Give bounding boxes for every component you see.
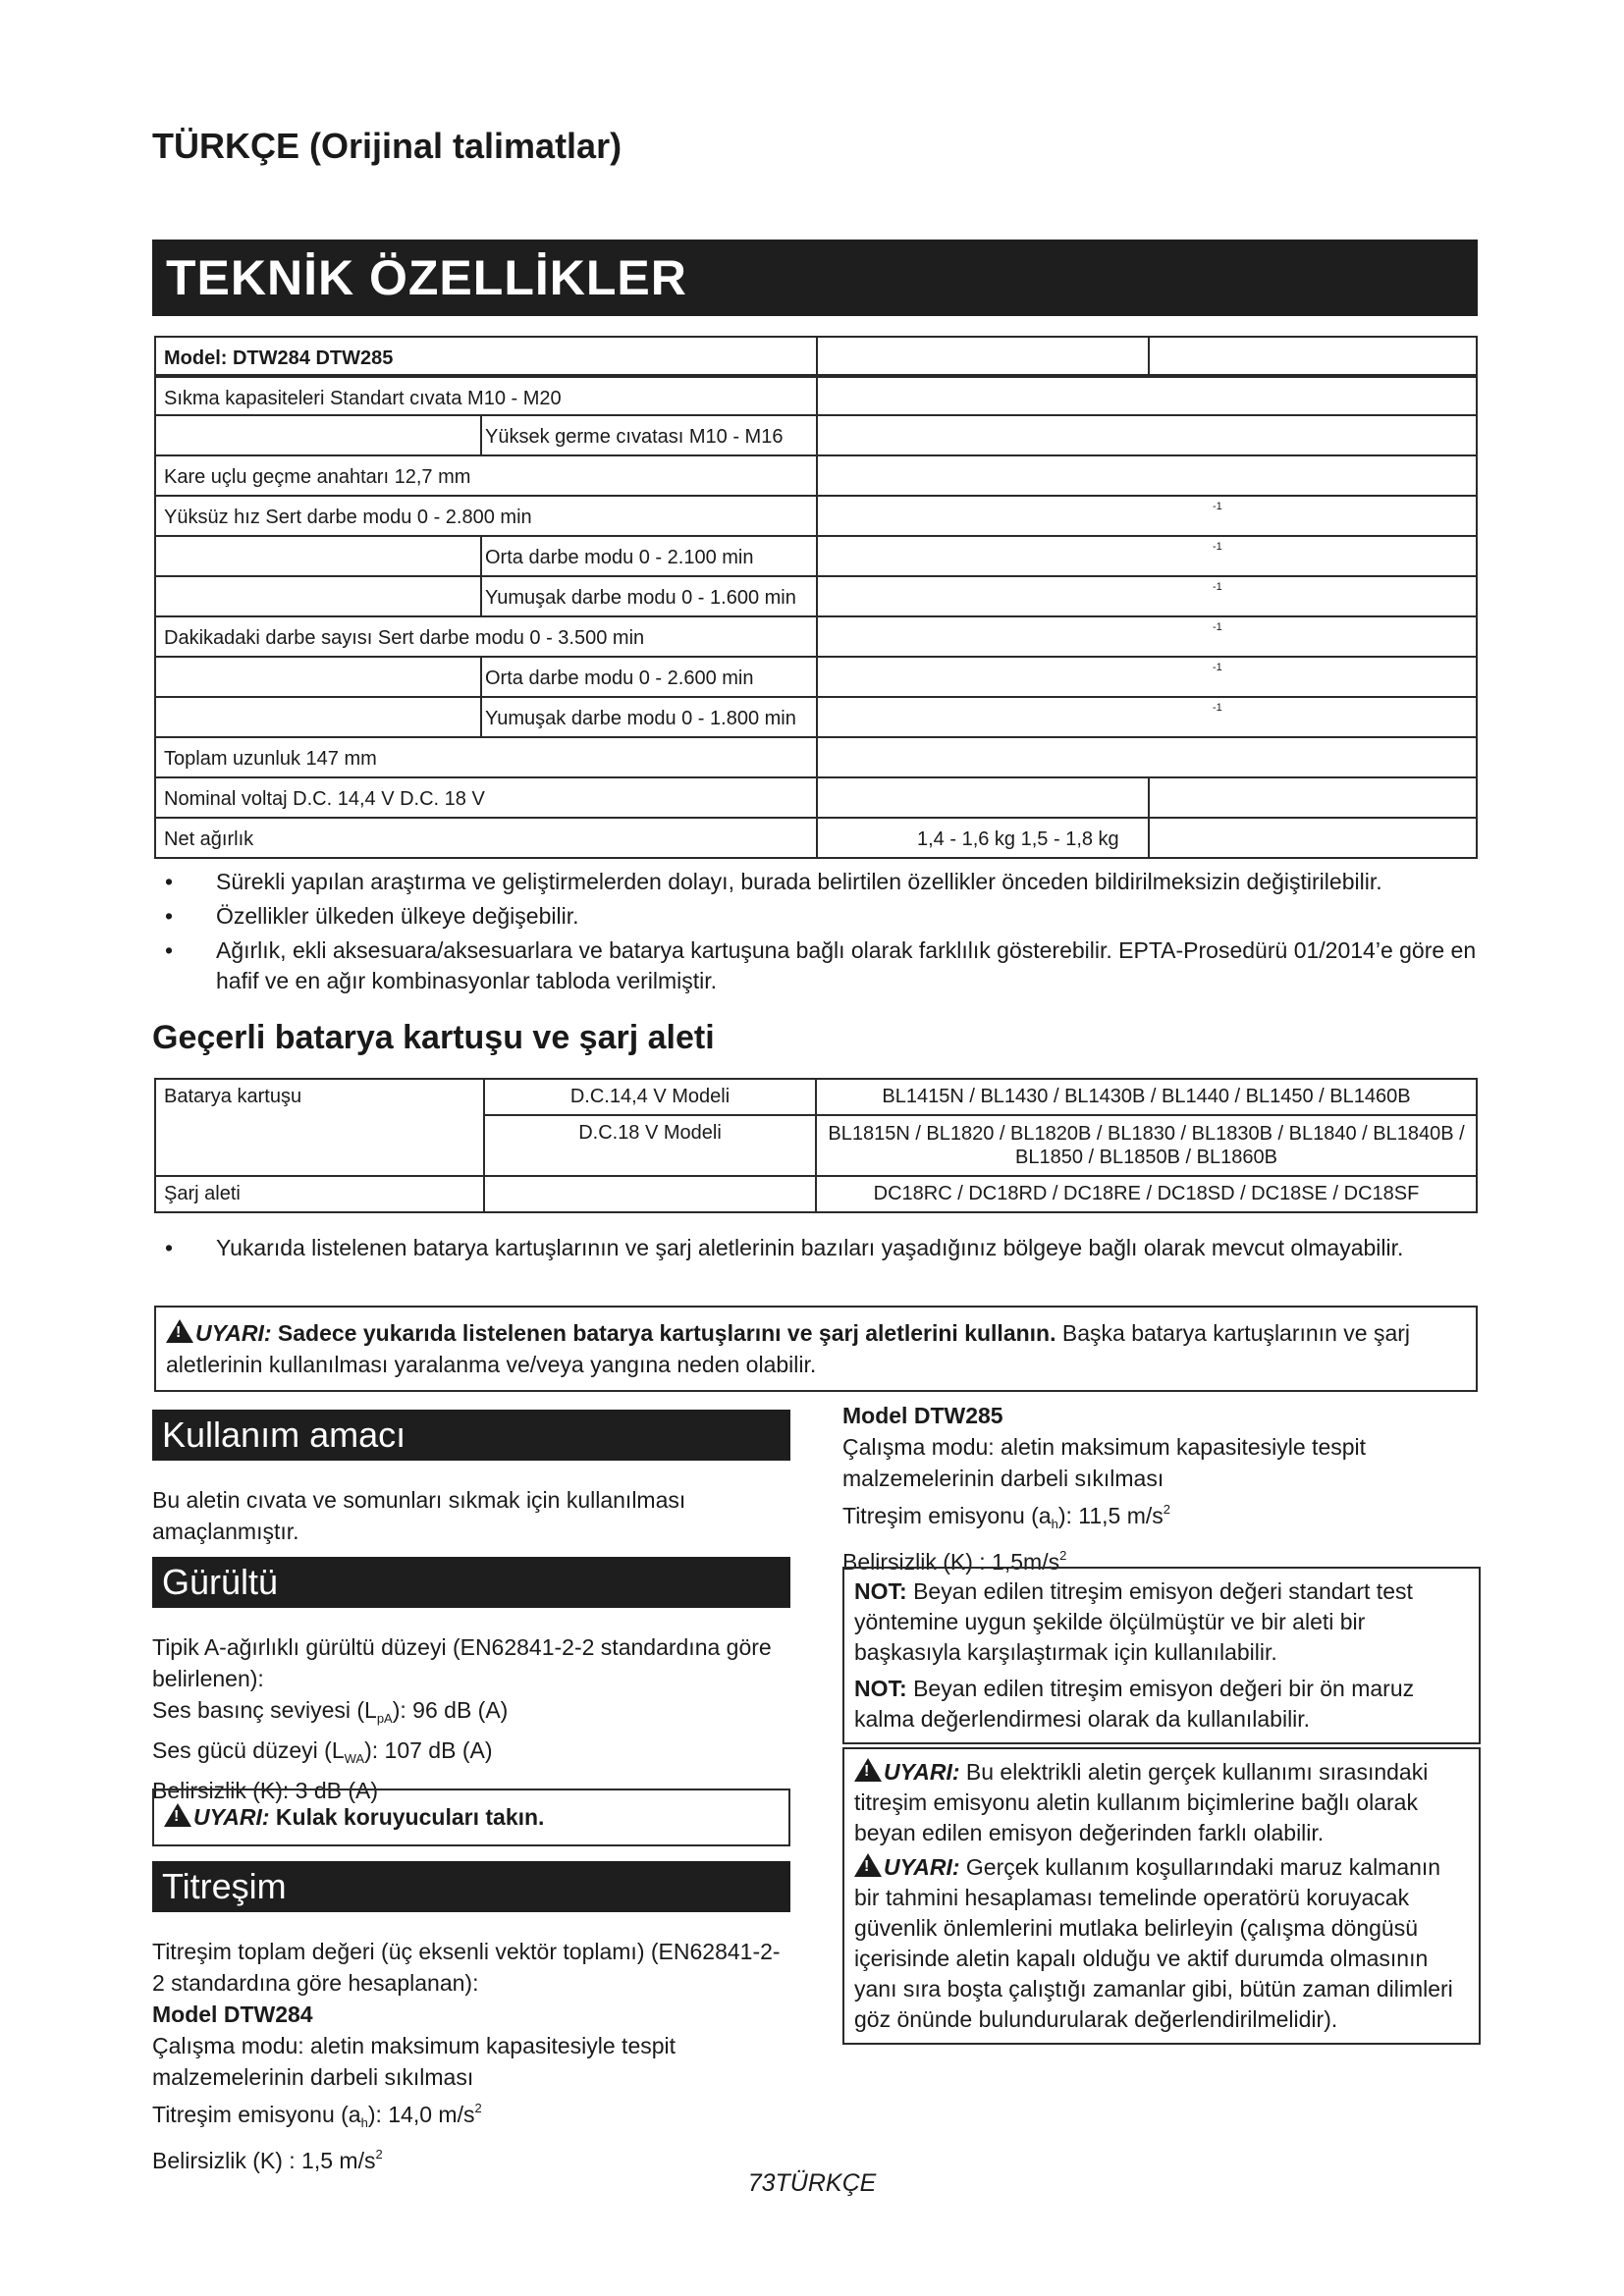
warning-label: UYARI: — [193, 1804, 270, 1830]
noise-uncertainty: Belirsizlik (K): 3 dB (A) — [152, 1778, 379, 1803]
vibration-warnings-box — [842, 1747, 1481, 2045]
spec-row — [154, 537, 1478, 577]
noise-block — [152, 1631, 790, 1806]
battery-table — [154, 1078, 1478, 1213]
warning-bold-text: Sadece yukarıda listelenen batarya kartuşlarını ve şarj aletlerini kullanın. — [277, 1320, 1056, 1346]
battery-list-14v: BL1415N / BL1430 / BL1430B / BL1440 / BL1450 / BL1460B — [816, 1079, 1477, 1115]
dtw284-uncertainty: Belirsizlik (K) : 1,5 $m/s^2$ — [152, 2147, 383, 2173]
spec-note: • Ağırlık, ekli aksesuara/aksesuarlara ve batarya kartuşuna bağlı olarak farklılık gösterebilir. EPTA-Prosedürü 01/2014’e göre en hafif ve en ağır kombinasyonlar tabloda verilmiştir. — [157, 935, 1483, 996]
spec-label: Toplam uzunluk 147 mm — [164, 748, 377, 770]
spec-row — [154, 416, 1478, 456]
intended-use-text: Bu aletin cıvata ve somunları sıkmak için kullanılması amaçlanmıştır. — [152, 1487, 686, 1544]
dtw285-mode: Çalışma modu: aletin maksimum kapasitesiyle tespit malzemelerinin darbeli sıkılması — [842, 1434, 1367, 1491]
spec-row — [154, 376, 1478, 416]
vibration-note-1: NOT: Beyan edilen titreşim emisyon değeri standart test yöntemine uygun şekilde ölçülmüştür ve bir aleti bir başkasıyla karşılaştırmak için kullanılabilir. — [854, 1578, 1413, 1665]
spec-value: Orta darbe modu 0 - 2.600 min — [485, 667, 754, 689]
spec-note: • Özellikler ülkeden ülkeye değişebilir. — [157, 901, 1483, 932]
battery-model-14v: D.C.14,4 V Modeli — [484, 1079, 816, 1115]
dtw285-model-title: Model DTW285 — [842, 1403, 1003, 1428]
spec-value: Orta darbe modu 0 - 2.100 min — [485, 547, 754, 568]
spec-superscript: -1 — [1213, 501, 1222, 512]
noise-pressure: Ses basınç seviyesi $(L_{pA})$: 96 dB (A) — [152, 1697, 509, 1726]
spec-model-row — [154, 336, 1478, 376]
spec-label: Yüksüz hız Sert darbe modu 0 - 2.800 min — [164, 507, 532, 528]
spec-superscript: -1 — [1213, 541, 1222, 553]
dtw284-mode: Çalışma modu: aletin maksimum kapasitesiyle tespit malzemelerinin darbeli sıkılması — [152, 2033, 677, 2090]
battery-section-heading: Geçerli batarya kartuşu ve şarj aleti — [152, 1019, 715, 1056]
charger-list: DC18RC / DC18RD / DC18RE / DC18SD / DC18SE / DC18SF — [816, 1176, 1477, 1212]
vibration-intro: Titreşim toplam değeri (üç eksenli vektör toplamı) (EN62841-2-2 standardına göre hesaplanan): — [152, 1939, 781, 1996]
spec-superscript: -1 — [1213, 702, 1222, 714]
specifications-banner: TEKNİK ÖZELLİKLER — [152, 240, 1478, 316]
noise-warning-text: Kulak koruyucuları takın. — [275, 1804, 545, 1830]
noise-power: Ses gücü düzeyi $(L_{WA})$: 107 dB (A) — [152, 1737, 493, 1766]
spec-label: Sıkma kapasiteleri Standart cıvata M10 - M20 — [164, 388, 562, 409]
spec-superscript: -1 — [1213, 662, 1222, 673]
spec-superscript: -1 — [1213, 621, 1222, 633]
dtw285-block — [842, 1400, 1481, 1577]
spec-label: Nominal voltaj D.C. 14,4 V D.C. 18 V — [164, 788, 485, 810]
noise-intro: Tipik A-ağırlıklı gürültü düzeyi (EN62841-2-2 standardına göre belirlenen): — [152, 1634, 772, 1691]
dtw284-emission: Titreşim emisyonu $(a_h)$: 14,0 $m/s^2$ — [152, 2101, 482, 2130]
spec-row — [154, 617, 1478, 658]
spec-value: Yüksek germe cıvatası M10 - M16 — [485, 426, 784, 448]
page-footer: 73TÜRKÇE — [747, 2169, 877, 2197]
noise-banner: Gürültü — [152, 1557, 790, 1608]
dtw284-model-title: Model DTW284 — [152, 2002, 313, 2027]
page-language-title: TÜRKÇE (Orijinal talimatlar) — [152, 126, 623, 166]
warning-triangle-icon — [164, 1803, 191, 1827]
spec-value: Yumuşak darbe modu 0 - 1.800 min — [485, 708, 796, 729]
spec-row — [154, 456, 1478, 497]
spec-row — [154, 577, 1478, 617]
specifications-table — [154, 336, 1478, 859]
warning-triangle-icon — [854, 1853, 882, 1877]
warning-triangle-icon — [854, 1758, 882, 1782]
spec-note: • Sürekli yapılan araştırma ve geliştirmelerden dolayı, burada belirtilen özellikler önceden bildirilmeksizin değiştirilebilir. — [157, 867, 1483, 897]
spec-label: Kare uçlu geçme anahtarı 12,7 mm — [164, 466, 471, 488]
battery-cartridge-label: Batarya kartuşu — [155, 1079, 484, 1176]
vibration-banner: Titreşim — [152, 1861, 790, 1912]
battery-note: • Yukarıda listelenen batarya kartuşlarının ve şarj aletlerinin bazıları yaşadığınız bölgeye bağlı olarak mevcut olmayabilir. — [157, 1233, 1483, 1263]
battery-warning-box — [154, 1306, 1478, 1392]
warning-text: Başka batarya kartuşlarının ve şarj aletlerinin kullanılması yaralanma ve/veya yangına neden olabilir. — [166, 1320, 1410, 1377]
spec-notes-list — [157, 867, 1483, 1000]
spec-row — [154, 738, 1478, 778]
vibration-warning-2: !UYARI: Gerçek kullanım koşullarındaki maruz kalmanın bir tahmini hesaplaması temelinde operatörü koruyacak güvenlik önlemlerini mutlaka belirleyin (çalışma döngüsü içerisinde aletin kapalı olduğu ve aktif durumda olmasının yanı sıra boşta çalıştığı zamanlar gibi, bütün zaman dilimleri göz önünde bulundurularak değerlendirilmelidir). — [854, 1852, 1469, 2035]
spec-label: Net ağırlık — [164, 828, 254, 850]
charger-label: Şarj aleti — [155, 1176, 484, 1212]
charger-empty-cell — [484, 1176, 816, 1212]
battery-list-18v: BL1815N / BL1820 / BL1820B / BL1830 / BL1830B / BL1840 / BL1840B / BL1850 / BL1850B / BL1860B — [816, 1115, 1477, 1176]
vibration-note-2: NOT: Beyan edilen titreşim emisyon değeri bir ön maruz kalma değerlendirmesi olarak da kullanılabilir. — [854, 1676, 1415, 1732]
spec-label: Dakikadaki darbe sayısı Sert darbe modu 0 - 3.500 min — [164, 627, 645, 649]
intended-use-banner: Kullanım amacı — [152, 1410, 790, 1461]
spec-value: 1,4 - 1,6 kg 1,5 - 1,8 kg — [917, 828, 1119, 850]
vibration-left-block — [152, 1936, 790, 2176]
dtw285-emission: Titreşim emisyonu $(a_h)$: 11,5 $m/s^2$ — [842, 1502, 1170, 1531]
warning-label: UYARI: — [195, 1320, 272, 1346]
battery-row-14v — [155, 1079, 1477, 1115]
vibration-warning-1: !UYARI: Bu elektrikli aletin gerçek kullanımı sırasındaki titreşim emisyonu aletin kullanım biçimlerine bağlı olarak beyan edilen emisyon değerinden farklı olabilir. — [854, 1757, 1469, 1848]
charger-row — [155, 1176, 1477, 1212]
spec-superscript: -1 — [1213, 581, 1222, 593]
spec-value: Yumuşak darbe modu 0 - 1.600 min — [485, 587, 796, 609]
battery-notes-list — [157, 1233, 1483, 1267]
battery-model-18v: D.C.18 V Modeli — [484, 1115, 816, 1176]
warning-triangle-icon — [166, 1319, 193, 1343]
vibration-notes-box — [842, 1567, 1481, 1744]
spec-row — [154, 658, 1478, 698]
noise-warning-box — [152, 1789, 790, 1846]
spec-row — [154, 497, 1478, 537]
spec-row — [154, 698, 1478, 738]
spec-model-label: Model: DTW284 DTW285 — [164, 347, 394, 369]
spec-row — [154, 819, 1478, 859]
dtw285-uncertainty: Belirsizlik (K) : $1,5m/s^2$ — [842, 1548, 1067, 1575]
spec-row — [154, 778, 1478, 819]
